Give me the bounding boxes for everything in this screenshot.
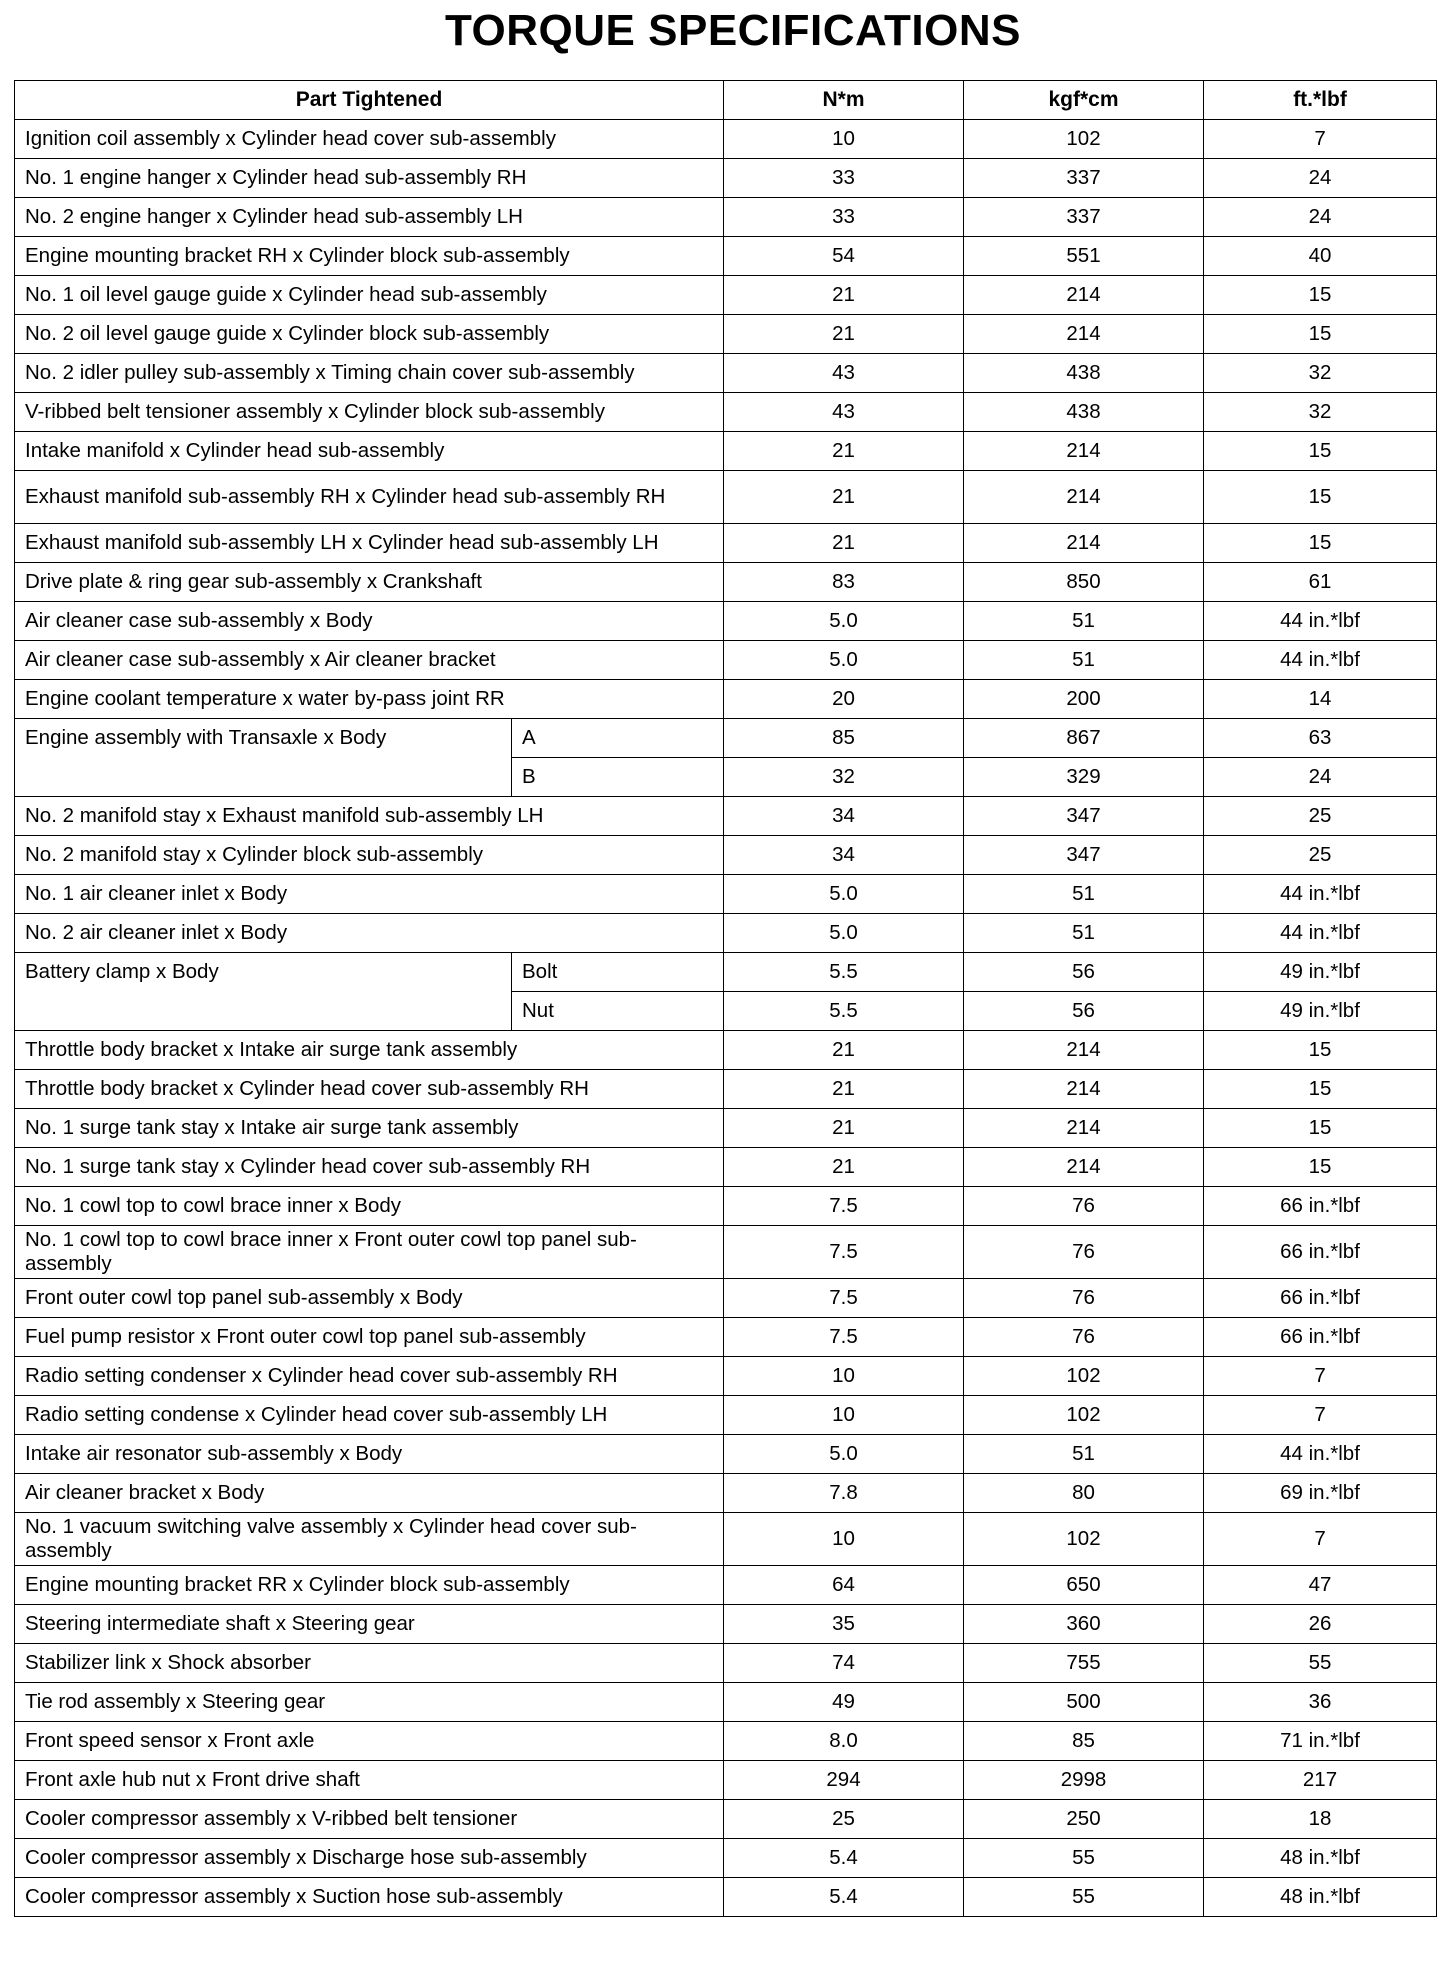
table-row: [15, 1839, 1437, 1878]
table-row: [15, 198, 1437, 237]
ftlbf-cell: 49 in.*lbf: [1204, 953, 1437, 992]
part-cell: Tie rod assembly x Steering gear: [15, 1683, 724, 1722]
ftlbf-cell: 32: [1204, 393, 1437, 432]
table-row: [15, 1279, 1437, 1318]
kgfcm-cell: 337: [964, 198, 1204, 237]
ftlbf-cell: 15: [1204, 432, 1437, 471]
part-cell: Intake air resonator sub-assembly x Body: [15, 1435, 724, 1474]
kgfcm-cell: 347: [964, 836, 1204, 875]
ftlbf-cell: 7: [1204, 1396, 1437, 1435]
table-row: [15, 1683, 1437, 1722]
ftlbf-cell: 48 in.*lbf: [1204, 1839, 1437, 1878]
kgfcm-cell: 500: [964, 1683, 1204, 1722]
part-cell: Air cleaner bracket x Body: [15, 1474, 724, 1513]
table-row: [15, 1435, 1437, 1474]
nm-cell: 21: [724, 471, 964, 524]
ftlbf-cell: 14: [1204, 680, 1437, 719]
kgfcm-cell: 76: [964, 1226, 1204, 1279]
nm-cell: 43: [724, 393, 964, 432]
kgfcm-cell: 360: [964, 1605, 1204, 1644]
table-row: [15, 276, 1437, 315]
table-row: [15, 1605, 1437, 1644]
kgfcm-cell: 214: [964, 471, 1204, 524]
nm-cell: 21: [724, 276, 964, 315]
nm-cell: 83: [724, 563, 964, 602]
table-row: [15, 393, 1437, 432]
ftlbf-cell: 66 in.*lbf: [1204, 1226, 1437, 1279]
ftlbf-cell: 71 in.*lbf: [1204, 1722, 1437, 1761]
table-row: [15, 1878, 1437, 1917]
ftlbf-cell: 25: [1204, 797, 1437, 836]
part-cell: No. 1 engine hanger x Cylinder head sub-assembly RH: [15, 159, 724, 198]
condition-cell: A: [512, 719, 724, 758]
part-cell: No. 2 manifold stay x Cylinder block sub-assembly: [15, 836, 724, 875]
nm-cell: 10: [724, 120, 964, 159]
ftlbf-cell: 61: [1204, 563, 1437, 602]
ftlbf-cell: 18: [1204, 1800, 1437, 1839]
nm-cell: 21: [724, 432, 964, 471]
nm-cell: 85: [724, 719, 964, 758]
table-row: [15, 1070, 1437, 1109]
nm-cell: 32: [724, 758, 964, 797]
table-row: [15, 641, 1437, 680]
table-row: [15, 1800, 1437, 1839]
table-row: [15, 1357, 1437, 1396]
nm-cell: 5.5: [724, 992, 964, 1031]
part-cell: Air cleaner case sub-assembly x Air cleaner bracket: [15, 641, 724, 680]
kgfcm-cell: 650: [964, 1566, 1204, 1605]
kgfcm-cell: 438: [964, 393, 1204, 432]
table-row: [15, 1566, 1437, 1605]
part-cell: No. 1 oil level gauge guide x Cylinder head sub-assembly: [15, 276, 724, 315]
ftlbf-cell: 32: [1204, 354, 1437, 393]
part-cell: No. 2 air cleaner inlet x Body: [15, 914, 724, 953]
ftlbf-cell: 15: [1204, 315, 1437, 354]
nm-cell: 21: [724, 315, 964, 354]
nm-cell: 5.0: [724, 875, 964, 914]
nm-cell: 34: [724, 836, 964, 875]
ftlbf-cell: 66 in.*lbf: [1204, 1318, 1437, 1357]
kgfcm-cell: 214: [964, 1031, 1204, 1070]
nm-cell: 25: [724, 1800, 964, 1839]
nm-cell: 43: [724, 354, 964, 393]
ftlbf-cell: 24: [1204, 198, 1437, 237]
part-cell: Drive plate & ring gear sub-assembly x Crankshaft: [15, 563, 724, 602]
part-cell: Ignition coil assembly x Cylinder head cover sub-assembly: [15, 120, 724, 159]
part-cell: Radio setting condenser x Cylinder head cover sub-assembly RH: [15, 1357, 724, 1396]
kgfcm-cell: 214: [964, 1148, 1204, 1187]
nm-cell: 33: [724, 159, 964, 198]
kgfcm-cell: 51: [964, 1435, 1204, 1474]
header-ftlbf: ft.*lbf: [1204, 81, 1437, 120]
ftlbf-cell: 44 in.*lbf: [1204, 1435, 1437, 1474]
part-cell: Exhaust manifold sub-assembly RH x Cylinder head sub-assembly RH: [15, 471, 724, 524]
kgfcm-cell: 551: [964, 237, 1204, 276]
ftlbf-cell: 15: [1204, 276, 1437, 315]
kgfcm-cell: 329: [964, 758, 1204, 797]
ftlbf-cell: 15: [1204, 471, 1437, 524]
ftlbf-cell: 47: [1204, 1566, 1437, 1605]
nm-cell: 10: [724, 1396, 964, 1435]
kgfcm-cell: 55: [964, 1839, 1204, 1878]
nm-cell: 7.5: [724, 1318, 964, 1357]
ftlbf-cell: 44 in.*lbf: [1204, 602, 1437, 641]
header-nm: N*m: [724, 81, 964, 120]
kgfcm-cell: 214: [964, 315, 1204, 354]
part-cell: No. 2 idler pulley sub-assembly x Timing chain cover sub-assembly: [15, 354, 724, 393]
nm-cell: 10: [724, 1513, 964, 1566]
kgfcm-cell: 214: [964, 432, 1204, 471]
part-cell: No. 1 vacuum switching valve assembly x Cylinder head cover sub-assembly: [15, 1513, 724, 1566]
ftlbf-cell: 25: [1204, 836, 1437, 875]
table-row: [15, 719, 1437, 758]
nm-cell: 5.0: [724, 914, 964, 953]
nm-cell: 5.0: [724, 641, 964, 680]
ftlbf-cell: 69 in.*lbf: [1204, 1474, 1437, 1513]
part-cell: Exhaust manifold sub-assembly LH x Cylinder head sub-assembly LH: [15, 524, 724, 563]
table-row: [15, 1031, 1437, 1070]
kgfcm-cell: 102: [964, 1357, 1204, 1396]
kgfcm-cell: 76: [964, 1279, 1204, 1318]
table-row: [15, 354, 1437, 393]
ftlbf-cell: 44 in.*lbf: [1204, 914, 1437, 953]
kgfcm-cell: 200: [964, 680, 1204, 719]
table-row: [15, 1226, 1437, 1279]
part-cell: Cooler compressor assembly x Discharge hose sub-assembly: [15, 1839, 724, 1878]
table-row: [15, 953, 1437, 992]
table-row: [15, 836, 1437, 875]
kgfcm-cell: 755: [964, 1644, 1204, 1683]
ftlbf-cell: 48 in.*lbf: [1204, 1878, 1437, 1917]
part-cell: Battery clamp x Body: [15, 953, 512, 1031]
part-cell: Engine coolant temperature x water by-pass joint RR: [15, 680, 724, 719]
part-cell: V-ribbed belt tensioner assembly x Cylinder block sub-assembly: [15, 393, 724, 432]
kgfcm-cell: 51: [964, 875, 1204, 914]
kgfcm-cell: 56: [964, 992, 1204, 1031]
nm-cell: 5.5: [724, 953, 964, 992]
kgfcm-cell: 51: [964, 641, 1204, 680]
table-body: [15, 120, 1437, 1917]
part-cell: No. 1 cowl top to cowl brace inner x Front outer cowl top panel sub-assembly: [15, 1226, 724, 1279]
table-row: [15, 1644, 1437, 1683]
table-row: [15, 602, 1437, 641]
kgfcm-cell: 214: [964, 524, 1204, 563]
nm-cell: 20: [724, 680, 964, 719]
page-title: TORQUE SPECIFICATIONS: [444, 6, 1022, 55]
ftlbf-cell: 49 in.*lbf: [1204, 992, 1437, 1031]
nm-cell: 21: [724, 1031, 964, 1070]
table-row: [15, 797, 1437, 836]
torque-table: [14, 80, 1437, 1917]
table-header-row: [15, 81, 1437, 120]
nm-cell: 64: [724, 1566, 964, 1605]
kgfcm-cell: 250: [964, 1800, 1204, 1839]
ftlbf-cell: 7: [1204, 120, 1437, 159]
part-cell: Throttle body bracket x Cylinder head cover sub-assembly RH: [15, 1070, 724, 1109]
nm-cell: 21: [724, 1070, 964, 1109]
kgfcm-cell: 438: [964, 354, 1204, 393]
kgfcm-cell: 102: [964, 1396, 1204, 1435]
header-part-tightened: Part Tightened: [15, 81, 724, 120]
part-cell: Intake manifold x Cylinder head sub-assembly: [15, 432, 724, 471]
nm-cell: 10: [724, 1357, 964, 1396]
ftlbf-cell: 15: [1204, 1031, 1437, 1070]
kgfcm-cell: 51: [964, 602, 1204, 641]
part-cell: Cooler compressor assembly x V-ribbed belt tensioner: [15, 1800, 724, 1839]
nm-cell: 21: [724, 1109, 964, 1148]
table-row: [15, 1722, 1437, 1761]
kgfcm-cell: 80: [964, 1474, 1204, 1513]
part-cell: Stabilizer link x Shock absorber: [15, 1644, 724, 1683]
nm-cell: 8.0: [724, 1722, 964, 1761]
part-cell: Front speed sensor x Front axle: [15, 1722, 724, 1761]
part-cell: Engine mounting bracket RH x Cylinder block sub-assembly: [15, 237, 724, 276]
table-row: [15, 1318, 1437, 1357]
nm-cell: 7.8: [724, 1474, 964, 1513]
part-cell: No. 2 manifold stay x Exhaust manifold sub-assembly LH: [15, 797, 724, 836]
kgfcm-cell: 867: [964, 719, 1204, 758]
kgfcm-cell: 56: [964, 953, 1204, 992]
ftlbf-cell: 66 in.*lbf: [1204, 1279, 1437, 1318]
nm-cell: 5.0: [724, 1435, 964, 1474]
table-row: [15, 1474, 1437, 1513]
table-row: [15, 875, 1437, 914]
table-row: [15, 563, 1437, 602]
table-row: [15, 1148, 1437, 1187]
part-cell: No. 1 surge tank stay x Intake air surge tank assembly: [15, 1109, 724, 1148]
table-row: [15, 120, 1437, 159]
nm-cell: 49: [724, 1683, 964, 1722]
table-row: [15, 315, 1437, 354]
part-cell: Front outer cowl top panel sub-assembly x Body: [15, 1279, 724, 1318]
ftlbf-cell: 217: [1204, 1761, 1437, 1800]
part-cell: Cooler compressor assembly x Suction hose sub-assembly: [15, 1878, 724, 1917]
condition-cell: Nut: [512, 992, 724, 1031]
part-cell: Fuel pump resistor x Front outer cowl top panel sub-assembly: [15, 1318, 724, 1357]
ftlbf-cell: 40: [1204, 237, 1437, 276]
nm-cell: 7.5: [724, 1279, 964, 1318]
part-cell: Steering intermediate shaft x Steering gear: [15, 1605, 724, 1644]
ftlbf-cell: 63: [1204, 719, 1437, 758]
table-row: [15, 524, 1437, 563]
kgfcm-cell: 337: [964, 159, 1204, 198]
part-cell: No. 2 oil level gauge guide x Cylinder block sub-assembly: [15, 315, 724, 354]
header-kgfcm: kgf*cm: [964, 81, 1204, 120]
kgfcm-cell: 347: [964, 797, 1204, 836]
kgfcm-cell: 102: [964, 120, 1204, 159]
table-row: [15, 432, 1437, 471]
kgfcm-cell: 214: [964, 276, 1204, 315]
nm-cell: 7.5: [724, 1187, 964, 1226]
kgfcm-cell: 2998: [964, 1761, 1204, 1800]
ftlbf-cell: 55: [1204, 1644, 1437, 1683]
part-cell: No. 1 surge tank stay x Cylinder head cover sub-assembly RH: [15, 1148, 724, 1187]
part-cell: No. 1 air cleaner inlet x Body: [15, 875, 724, 914]
table-row: [15, 914, 1437, 953]
table-row: [15, 471, 1437, 524]
condition-cell: B: [512, 758, 724, 797]
nm-cell: 294: [724, 1761, 964, 1800]
table-row: [15, 1109, 1437, 1148]
ftlbf-cell: 26: [1204, 1605, 1437, 1644]
nm-cell: 5.0: [724, 602, 964, 641]
ftlbf-cell: 7: [1204, 1513, 1437, 1566]
table-row: [15, 1513, 1437, 1566]
kgfcm-cell: 102: [964, 1513, 1204, 1566]
ftlbf-cell: 7: [1204, 1357, 1437, 1396]
ftlbf-cell: 24: [1204, 758, 1437, 797]
kgfcm-cell: 76: [964, 1187, 1204, 1226]
ftlbf-cell: 15: [1204, 524, 1437, 563]
part-cell: No. 2 engine hanger x Cylinder head sub-assembly LH: [15, 198, 724, 237]
nm-cell: 35: [724, 1605, 964, 1644]
ftlbf-cell: 15: [1204, 1148, 1437, 1187]
nm-cell: 21: [724, 1148, 964, 1187]
ftlbf-cell: 15: [1204, 1070, 1437, 1109]
table-row: [15, 237, 1437, 276]
ftlbf-cell: 44 in.*lbf: [1204, 875, 1437, 914]
ftlbf-cell: 66 in.*lbf: [1204, 1187, 1437, 1226]
ftlbf-cell: 44 in.*lbf: [1204, 641, 1437, 680]
kgfcm-cell: 214: [964, 1109, 1204, 1148]
table-row: [15, 1396, 1437, 1435]
table-row: [15, 1761, 1437, 1800]
part-cell: Air cleaner case sub-assembly x Body: [15, 602, 724, 641]
kgfcm-cell: 850: [964, 563, 1204, 602]
nm-cell: 21: [724, 524, 964, 563]
table-row: [15, 159, 1437, 198]
kgfcm-cell: 85: [964, 1722, 1204, 1761]
part-cell: Radio setting condense x Cylinder head cover sub-assembly LH: [15, 1396, 724, 1435]
part-cell: Engine assembly with Transaxle x Body: [15, 719, 512, 797]
nm-cell: 34: [724, 797, 964, 836]
nm-cell: 5.4: [724, 1839, 964, 1878]
nm-cell: 54: [724, 237, 964, 276]
kgfcm-cell: 51: [964, 914, 1204, 953]
nm-cell: 74: [724, 1644, 964, 1683]
ftlbf-cell: 15: [1204, 1109, 1437, 1148]
kgfcm-cell: 76: [964, 1318, 1204, 1357]
kgfcm-cell: 55: [964, 1878, 1204, 1917]
table-row: [15, 680, 1437, 719]
nm-cell: 7.5: [724, 1226, 964, 1279]
part-cell: Engine mounting bracket RR x Cylinder block sub-assembly: [15, 1566, 724, 1605]
table-row: [15, 1187, 1437, 1226]
part-cell: No. 1 cowl top to cowl brace inner x Body: [15, 1187, 724, 1226]
ftlbf-cell: 24: [1204, 159, 1437, 198]
nm-cell: 33: [724, 198, 964, 237]
ftlbf-cell: 36: [1204, 1683, 1437, 1722]
part-cell: Front axle hub nut x Front drive shaft: [15, 1761, 724, 1800]
kgfcm-cell: 214: [964, 1070, 1204, 1109]
condition-cell: Bolt: [512, 953, 724, 992]
part-cell: Throttle body bracket x Intake air surge tank assembly: [15, 1031, 724, 1070]
nm-cell: 5.4: [724, 1878, 964, 1917]
